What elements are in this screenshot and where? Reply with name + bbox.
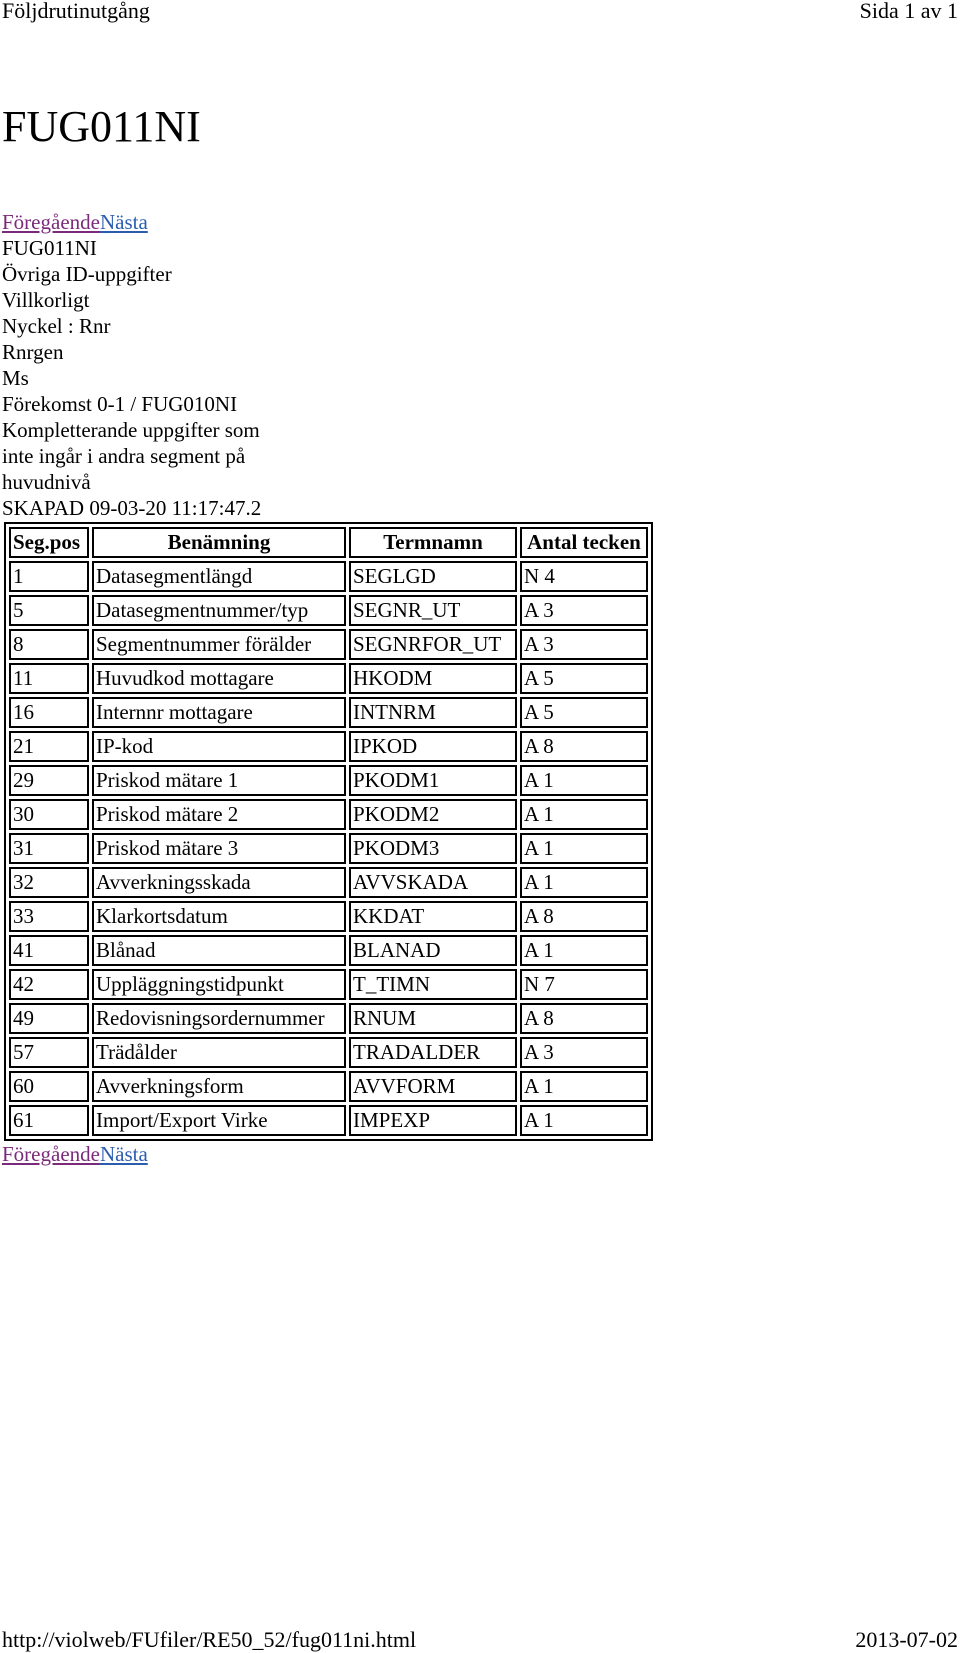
cell-antal: A 1 xyxy=(520,833,648,864)
table-row xyxy=(9,663,648,694)
table-row xyxy=(9,799,648,830)
table-row xyxy=(9,629,648,660)
column-header-termnamn: Termnamn xyxy=(349,527,517,558)
cell-antal: A 5 xyxy=(520,697,648,728)
cell-termnamn: INTNRM xyxy=(349,697,517,728)
cell-benamning: Uppläggningstidpunkt xyxy=(92,969,346,1000)
cell-pos: 33 xyxy=(9,901,89,932)
cell-termnamn: PKODM1 xyxy=(349,765,517,796)
cell-antal: N 4 xyxy=(520,561,648,592)
cell-antal: A 8 xyxy=(520,1003,648,1034)
cell-antal: N 7 xyxy=(520,969,648,1000)
next-link[interactable]: Nästa xyxy=(99,210,148,234)
cell-antal: A 1 xyxy=(520,1105,648,1136)
cell-termnamn: KKDAT xyxy=(349,901,517,932)
cell-pos: 60 xyxy=(9,1071,89,1102)
cell-antal: A 1 xyxy=(520,867,648,898)
cell-termnamn: AVVFORM xyxy=(349,1071,517,1102)
cell-termnamn: SEGNRFOR_UT xyxy=(349,629,517,660)
previous-link[interactable]: Föregående xyxy=(2,210,100,234)
cell-termnamn: PKODM2 xyxy=(349,799,517,830)
info-line-key-part: Rnrgen xyxy=(2,340,64,364)
segment-table xyxy=(4,522,653,1141)
cell-benamning: Priskod mätare 2 xyxy=(92,799,346,830)
table-row xyxy=(9,901,648,932)
info-block xyxy=(2,235,942,521)
cell-antal: A 1 xyxy=(520,935,648,966)
table-row xyxy=(9,595,648,626)
info-line-key-part: Ms xyxy=(2,366,29,390)
table-row xyxy=(9,1037,648,1068)
print-header-title: Följdrutinutgång xyxy=(2,0,150,23)
cell-termnamn: T_TIMN xyxy=(349,969,517,1000)
bottom-nav xyxy=(2,1141,942,1167)
cell-pos: 31 xyxy=(9,833,89,864)
cell-termnamn: SEGNR_UT xyxy=(349,595,517,626)
cell-termnamn: PKODM3 xyxy=(349,833,517,864)
cell-pos: 16 xyxy=(9,697,89,728)
table-row xyxy=(9,697,648,728)
cell-antal: A 3 xyxy=(520,595,648,626)
cell-pos: 1 xyxy=(9,561,89,592)
print-header-page-count: Sida 1 av 1 xyxy=(859,0,958,23)
cell-antal: A 3 xyxy=(520,629,648,660)
cell-benamning: Priskod mätare 1 xyxy=(92,765,346,796)
top-nav xyxy=(2,209,942,235)
cell-pos: 8 xyxy=(9,629,89,660)
info-line-occurrence: Förekomst 0-1 / FUG010NI xyxy=(2,392,238,416)
cell-pos: 41 xyxy=(9,935,89,966)
table-header-row xyxy=(9,527,648,558)
table-row xyxy=(9,935,648,966)
table-row xyxy=(9,1105,648,1136)
cell-benamning: IP-kod xyxy=(92,731,346,762)
cell-antal: A 5 xyxy=(520,663,648,694)
column-header-antal: Antal tecken xyxy=(520,527,648,558)
table-row xyxy=(9,867,648,898)
info-line-created: SKAPAD 09-03-20 11:17:47.2 xyxy=(2,496,262,520)
cell-benamning: Trädålder xyxy=(92,1037,346,1068)
previous-link[interactable]: Föregående xyxy=(2,1142,100,1166)
table-row xyxy=(9,833,648,864)
cell-pos: 5 xyxy=(9,595,89,626)
cell-benamning: Segmentnummer förälder xyxy=(92,629,346,660)
cell-termnamn: HKODM xyxy=(349,663,517,694)
cell-antal: A 1 xyxy=(520,765,648,796)
cell-termnamn: TRADALDER xyxy=(349,1037,517,1068)
info-line-note: inte ingår i andra segment på xyxy=(2,444,246,468)
column-header-pos: Seg.pos xyxy=(9,527,89,558)
cell-pos: 49 xyxy=(9,1003,89,1034)
cell-benamning: Datasegmentlängd xyxy=(92,561,346,592)
cell-pos: 42 xyxy=(9,969,89,1000)
cell-antal: A 8 xyxy=(520,731,648,762)
column-header-benamning: Benämning xyxy=(92,527,346,558)
cell-termnamn: RNUM xyxy=(349,1003,517,1034)
info-line-segment-id: FUG011NI xyxy=(2,236,97,260)
cell-antal: A 1 xyxy=(520,1071,648,1102)
info-line-note: Kompletterande uppgifter som xyxy=(2,418,260,442)
cell-benamning: Datasegmentnummer/typ xyxy=(92,595,346,626)
info-line-description: Övriga ID-uppgifter xyxy=(2,262,172,286)
cell-benamning: Avverkningsform xyxy=(92,1071,346,1102)
cell-termnamn: SEGLGD xyxy=(349,561,517,592)
cell-pos: 32 xyxy=(9,867,89,898)
table-row xyxy=(9,1003,648,1034)
cell-benamning: Import/Export Virke xyxy=(92,1105,346,1136)
cell-antal: A 1 xyxy=(520,799,648,830)
cell-benamning: Redovisningsordernummer xyxy=(92,1003,346,1034)
main-content xyxy=(2,209,942,1167)
print-footer-url: http://violweb/FUfiler/RE50_52/fug011ni.html xyxy=(2,1627,417,1652)
table-row xyxy=(9,731,648,762)
cell-benamning: Avverkningsskada xyxy=(92,867,346,898)
cell-pos: 11 xyxy=(9,663,89,694)
cell-benamning: Blånad xyxy=(92,935,346,966)
cell-pos: 29 xyxy=(9,765,89,796)
cell-benamning: Klarkortsdatum xyxy=(92,901,346,932)
cell-termnamn: BLANAD xyxy=(349,935,517,966)
cell-antal: A 8 xyxy=(520,901,648,932)
cell-benamning: Huvudkod mottagare xyxy=(92,663,346,694)
cell-pos: 21 xyxy=(9,731,89,762)
page-title: FUG011NI xyxy=(2,102,201,151)
table-row xyxy=(9,1071,648,1102)
info-line-condition: Villkorligt xyxy=(2,288,90,312)
cell-pos: 61 xyxy=(9,1105,89,1136)
table-row xyxy=(9,561,648,592)
info-line-note: huvudnivå xyxy=(2,470,91,494)
next-link[interactable]: Nästa xyxy=(99,1142,148,1166)
cell-pos: 30 xyxy=(9,799,89,830)
cell-termnamn: IPKOD xyxy=(349,731,517,762)
cell-termnamn: IMPEXP xyxy=(349,1105,517,1136)
cell-termnamn: AVVSKADA xyxy=(349,867,517,898)
cell-benamning: Priskod mätare 3 xyxy=(92,833,346,864)
cell-pos: 57 xyxy=(9,1037,89,1068)
cell-antal: A 3 xyxy=(520,1037,648,1068)
print-footer-date: 2013-07-02 xyxy=(855,1627,958,1652)
cell-benamning: Internnr mottagare xyxy=(92,697,346,728)
table-row xyxy=(9,969,648,1000)
table-row xyxy=(9,765,648,796)
info-line-key: Nyckel : Rnr xyxy=(2,314,111,338)
